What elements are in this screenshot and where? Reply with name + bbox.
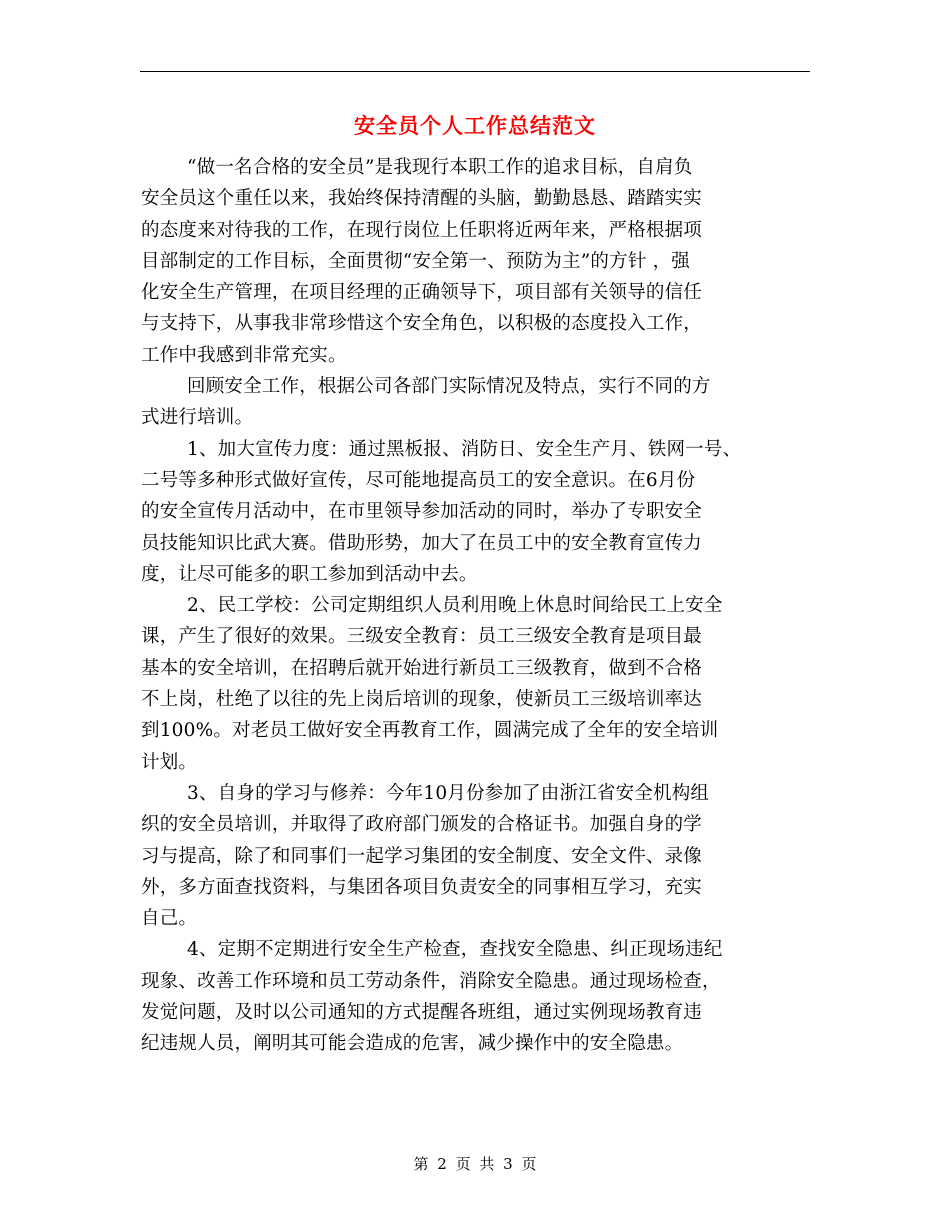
text-line: 员技能知识比武大赛。借助形势，加大了在员工中的安全教育宣传力 — [141, 532, 703, 554]
text-line: 与支持下，从事我非常珍惜这个安全角色，以积极的态度投入工作， — [141, 313, 703, 335]
text-line: 外，多方面查找资料，与集团各项目负责安全的同事相互学习，充实 — [141, 876, 703, 898]
text-line: 1、加大宣传力度：通过黑板报、消防日、安全生产月、铁网一号、 — [187, 438, 742, 460]
text-line: 到100%。对老员工做好安全再教育工作，圆满完成了全年的安全培训 — [141, 720, 719, 742]
text-line: 计划。 — [141, 751, 198, 773]
text-line: 目部制定的工作目标，全面贯彻“安全第一、预防为主”的方针 ，强 — [141, 250, 690, 272]
text-line: 习与提高，除了和同事们一起学习集团的安全制度、安全文件、录像 — [141, 845, 703, 867]
text-line: 式进行培训。 — [141, 407, 254, 429]
text-line: 织的安全员培训，并取得了政府部门颁发的合格证书。加强自身的学 — [141, 814, 703, 836]
text-line: “做一名合格的安全员”是我现行本职工作的追求目标，自肩负 — [187, 157, 693, 178]
text-line: 纪违规人员，阐明其可能会造成的危害，减少操作中的安全隐患。 — [141, 1033, 684, 1055]
text-line: 2、民工学校：公司定期组织人员利用晚上休息时间给民工上安全 — [187, 595, 723, 617]
text-line: 4、定期不定期进行安全生产检查，查找安全隐患、纠正现场违纪 — [187, 939, 723, 961]
text-line: 不上岗，杜绝了以往的先上岗后培训的现象，使新员工三级培训率达 — [141, 689, 703, 711]
text-line: 的安全宣传月活动中，在市里领导参加活动的同时，举办了专职安全 — [141, 501, 703, 523]
text-line: 安全员这个重任以来，我始终保持清醒的头脑，勤勤恳恳、踏踏实实 — [141, 188, 703, 210]
header-rule — [140, 71, 810, 72]
page-number: 第 2 页 共 3 页 — [413, 1155, 537, 1173]
text-line: 化安全生产管理，在项目经理的正确领导下，项目部有关领导的信任 — [141, 282, 703, 304]
document-title: 安全员个人工作总结范文 — [354, 113, 596, 138]
text-line: 3、自身的学习与修养：今年10月份参加了由浙江省安全机构组 — [187, 782, 710, 804]
text-line: 课，产生了很好的效果。三级安全教育：员工三级安全教育是项目最 — [141, 626, 703, 648]
text-line: 自己。 — [141, 908, 198, 930]
text-line: 工作中我感到非常充实。 — [141, 344, 347, 366]
text-line: 的态度来对待我的工作，在现行岗位上任职将近两年来，严格根据项 — [141, 219, 703, 241]
text-line: 度，让尽可能多的职工参加到活动中去。 — [141, 563, 478, 585]
text-line: 二号等多种形式做好宣传，尽可能地提高员工的安全意识。在6月份 — [141, 469, 696, 491]
text-line: 现象、改善工作环境和员工劳动条件，消除安全隐患。通过现场检查， — [141, 970, 721, 992]
text-line: 发觉问题，及时以公司通知的方式提醒各班组，通过实例现场教育违 — [141, 1002, 703, 1024]
text-line: 基本的安全培训，在招聘后就开始进行新员工三级教育，做到不合格 — [141, 657, 703, 679]
text-line: 回顾安全工作，根据公司各部门实际情况及特点，实行不同的方 — [187, 376, 711, 398]
document-body — [141, 152, 811, 1060]
